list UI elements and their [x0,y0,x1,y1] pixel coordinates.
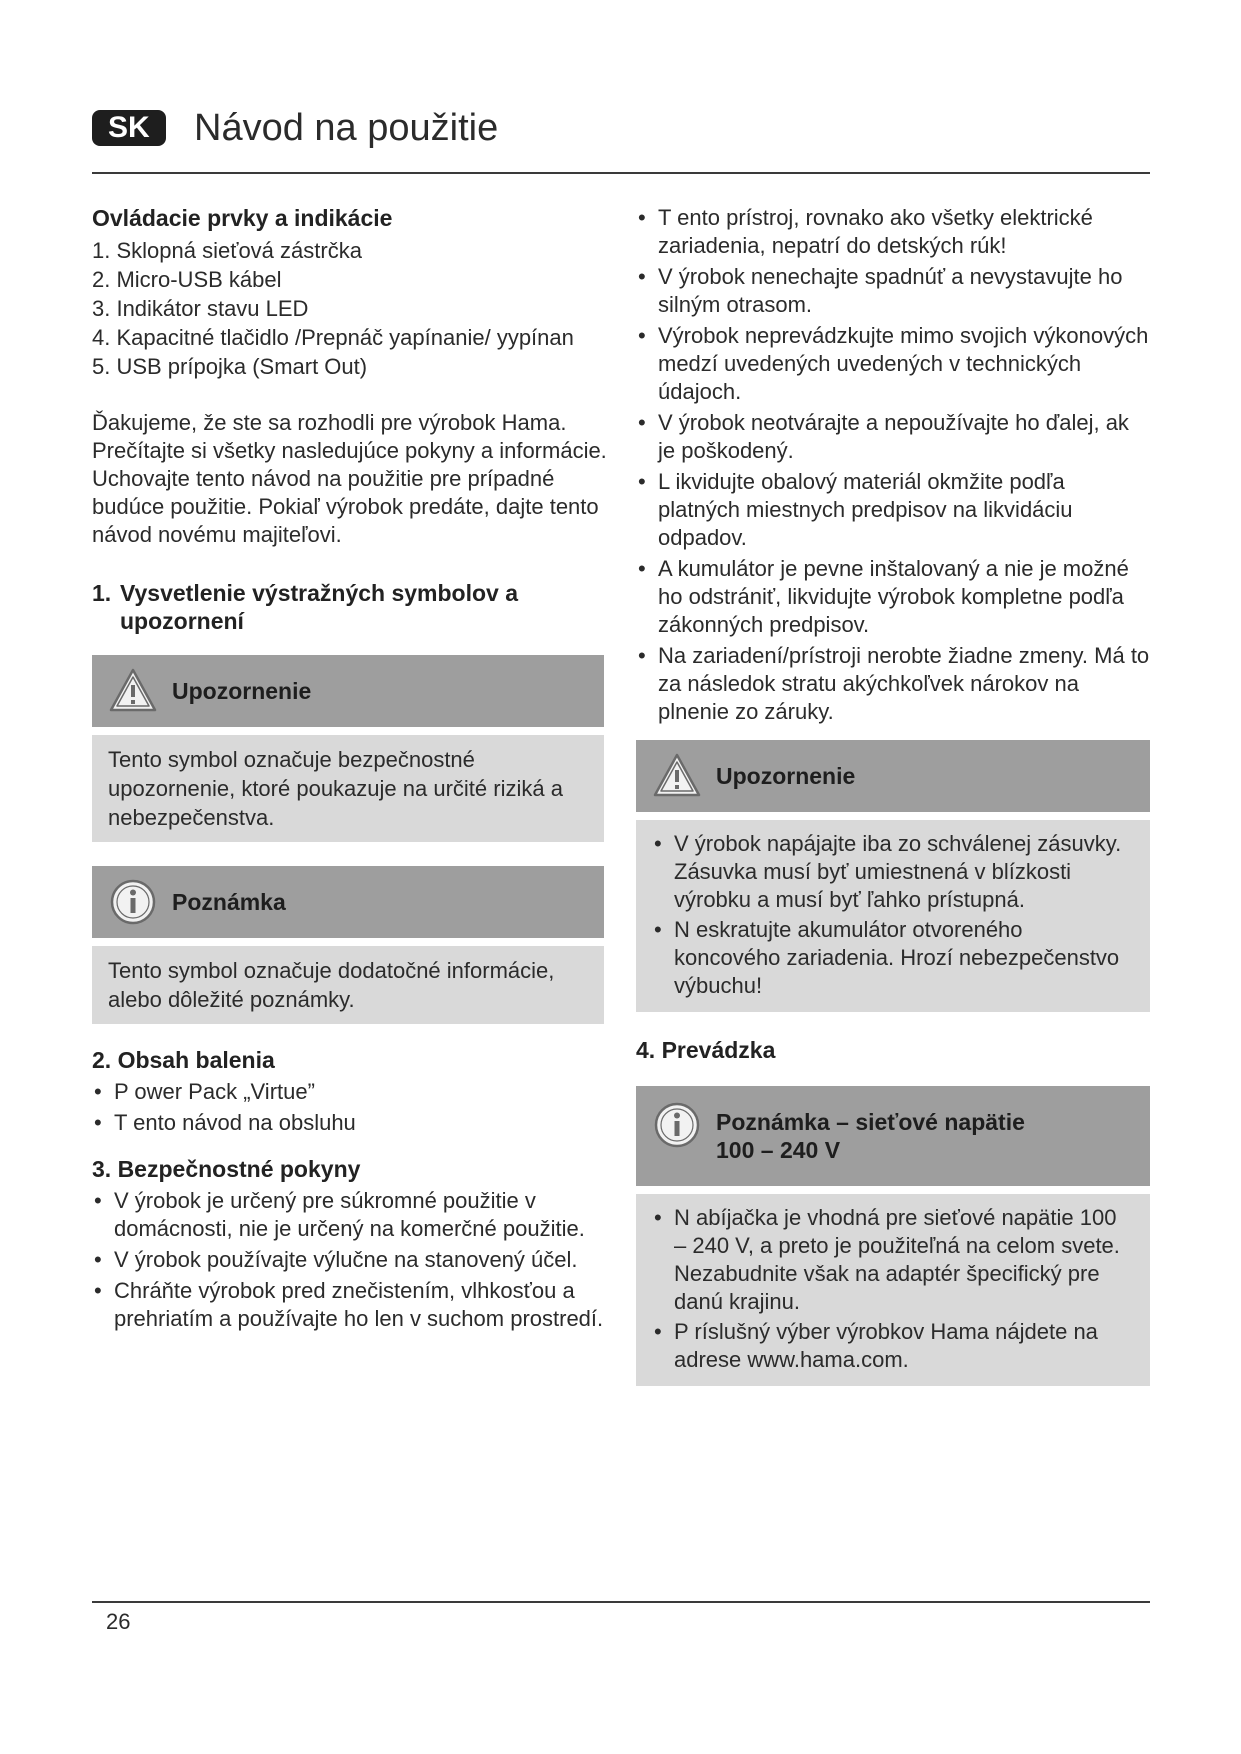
warning-triangle-icon [652,751,702,801]
list-item: • P ríslušný výber výrobkov Hama nájdete na adrese www.hama.com. [652,1318,1134,1374]
list-item: • A kumulátor je pevne inštalovaný a nie je možné ho odstrániť, likvidujte výrobok kompletne podľa zákonných predpisov. [636,555,1150,639]
list-item: • N abíjačka je vhodná pre sieťové napätie 100 – 240 V, a preto je použiteľná na celom svete. Nezabudnite však na adaptér špecifický pre danú krajinu. [652,1204,1134,1316]
list-item: • V ýrobok je určený pre súkromné použitie v domácnosti, nie je určený na komerčné použitie. [92,1187,627,1243]
warning-label: Upozornenie [172,678,312,704]
language-badge: SK [92,110,166,146]
warning-callout-header [92,655,604,727]
safety-list-right [636,204,1150,726]
footer-divider [92,1601,1150,1603]
controls-heading: Ovládacie prvky a indikácie [92,205,393,231]
warning-label: Upozornenie [716,763,856,789]
note-callout-header [92,866,604,938]
list-item: • V ýrobok nenechajte spadnúť a nevystavujte ho silným otrasom. [636,263,1150,319]
info-icon [652,1100,702,1150]
warning-list [652,830,1134,1000]
warning-callout-header [636,740,1150,812]
note-callout-header [636,1086,1150,1186]
note-callout-body [636,1194,1150,1386]
package-contents-list [92,1078,627,1137]
list-item: • L ikvidujte obalový materiál okmžite podľa platných miestnych predpisov na likvidáciu odpadov. [636,468,1150,552]
right-column [636,204,1150,1386]
voltage-note-callout [636,1086,1150,1386]
list-item: • T ento prístroj, rovnako ako všetky elektrické zariadenia, nepatrí do detských rúk! [636,204,1150,260]
list-item: • N eskratujte akumulátor otvoreného koncového zariadenia. Hrozí nebezpečenstvo výbuchu! [652,916,1134,1000]
note-callout [92,866,604,1024]
page-number: 26 [106,1609,131,1634]
note-label: Poznámka [172,889,286,915]
intro-paragraph: Ďakujeme, že ste sa rozhodli pre výrobok Hama. Prečítajte si všetky nasledujúce pokyny a informácie. Uchovajte tento návod na použitie pre prípadné budúce použitie. Pokiaľ výrobok predáte, dajte tento návod novému majiteľovi. [92,410,607,547]
list-item: 3. Indikátor stavu LED [92,296,309,321]
left-column [92,204,627,1336]
info-icon [108,877,158,927]
document-title: Návod na použitie [194,107,499,149]
warning-triangle-icon [108,666,158,716]
list-item: • P ower Pack „Virtue” [92,1078,627,1106]
operation-warning-callout [636,740,1150,1012]
list-item: 1. Sklopná sieťová zástrčka [92,238,362,263]
list-item: 2. Micro-USB kábel [92,267,282,292]
note-list [652,1204,1134,1374]
section1-heading: 1. Vysvetlenie výstražných symbolov a upozornení [92,580,519,634]
list-item: • T ento návod na obsluhu [92,1109,627,1137]
safety-list-left [92,1187,627,1333]
list-item: 5. USB prípojka (Smart Out) [92,354,368,379]
note-callout-body: Tento symbol označuje dodatočné informácie, alebo dôležité poznámky. [92,946,604,1024]
list-item: • V ýrobok neotvárajte a nepoužívajte ho ďalej, ak je poškodený. [636,409,1150,465]
section2-heading: 2. Obsah balenia [92,1047,275,1073]
controls-list [92,236,627,381]
list-item: • V ýrobok používajte výlučne na stanovený účel. [92,1246,627,1274]
header-divider [92,172,1150,174]
section4-heading: 4. Prevádzka [636,1037,776,1063]
list-item: • Chráňte výrobok pred znečistením, vlhkosťou a prehriatím a používajte ho len v suchom prostredí. [92,1277,627,1333]
warning-callout-body [636,820,1150,1012]
list-item: • Výrobok neprevádzkujte mimo svojich výkonových medzí uvedených uvedených v technických údajoch. [636,322,1150,406]
note-label: Poznámka – sieťové napätie 100 – 240 V [716,1109,1025,1163]
list-item: 4. Kapacitné tlačidlo /Prepnáč yapínanie/ yypínan [92,325,574,350]
list-item: • Na zariadení/prístroji nerobte žiadne zmeny. Má to za následok stratu akýchkoľvek nárokov na plnenie zo záruky. [636,642,1150,726]
warning-callout-body: Tento symbol označuje bezpečnostné upozornenie, ktoré poukazuje na určité riziká a nebezpečenstva. [92,735,604,842]
warning-callout [92,655,604,842]
list-item: • V ýrobok napájajte iba zo schválenej zásuvky. Zásuvka musí byť umiestnená v blízkosti výrobku a musí byť ľahko prístupná. [652,830,1134,914]
section3-heading: 3. Bezpečnostné pokyny [92,1156,361,1182]
